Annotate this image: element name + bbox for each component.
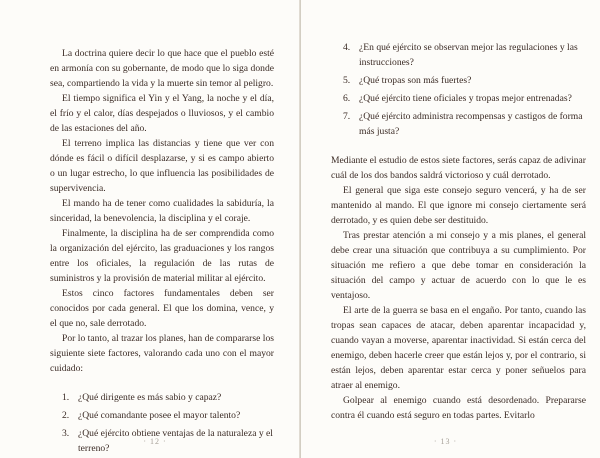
paragraph: Golpear al enemigo cuando está desordenado. Prepararse contra él cuando está seguro en todas partes. Evitarlo: [331, 395, 586, 421]
list-text: ¿Qué ejército tiene oficiales y tropas mejor entrenadas?: [359, 93, 572, 104]
right-page-text: [331, 153, 586, 423]
list-item: [62, 408, 274, 423]
list-text: ¿En qué ejército se observan mejor las regulaciones y las instrucciones?: [359, 42, 578, 68]
list-text: ¿Qué comandante posee el mayor talento?: [78, 410, 241, 421]
list-number: 6.: [343, 93, 351, 104]
page-number: · 13 ·: [433, 437, 458, 446]
paragraph: La doctrina quiere decir lo que hace que el pueblo esté en armonía con su gobernante, de modo que lo siga donde sea, compartiendo la vida y la muerte sin temor al peligro.: [50, 48, 274, 89]
paragraph: El tiempo significa el Yin y el Yang, la noche y el día, el frío y el calor, días despejados o lluviosos, y el cambio de las estaciones del año.: [50, 93, 274, 134]
list-text: ¿Qué ejército obtiene ventajas de la naturaleza y el terreno?: [78, 428, 273, 454]
list-item: [343, 109, 586, 139]
paragraph: El mando ha de tener como cualidades la sabiduría, la sinceridad, la benevolencia, la disciplina y el coraje.: [50, 198, 274, 224]
list-item: [343, 40, 586, 70]
list-text: ¿Qué tropas son más fuertes?: [359, 75, 472, 86]
right-page: [301, 0, 600, 458]
list-number: 4.: [343, 42, 351, 53]
list-item: [62, 390, 274, 405]
paragraph: Estos cinco factores fundamentales deben ser conocidos por cada general. El que los domina, vence, y el que no, sale derrotado.: [50, 288, 274, 329]
paragraph: Mediante el estudio de estos siete factores, serás capaz de adivinar cuál de los dos bandos saldrá victorioso y cuál derrotado.: [331, 155, 586, 181]
list-number: 3.: [62, 428, 70, 439]
paragraph: Por lo tanto, al trazar los planes, han de compararse los siguiente siete factores, valorando cada uno con el mayor cuidado:: [50, 333, 274, 374]
list-text: ¿Qué dirigente es más sabio y capaz?: [78, 392, 222, 403]
paragraph: Finalmente, la disciplina ha de ser comprendida como la organización del ejército, las graduaciones y los rangos entre los oficiales, la regulación de las rutas de suministros y la provisión de material militar al ejército.: [50, 228, 274, 284]
factors-list-continued: [331, 40, 586, 139]
paragraph: El terreno implica las distancias y tiene que ver con dónde es fácil o difícil desplazarse, y si es campo abierto o un lugar estrecho, lo que influencia las posibilidades de supervivencia.: [50, 138, 274, 194]
list-text: ¿Qué ejército administra recompensas y castigos de forma más justa?: [359, 111, 583, 137]
left-page-text: [50, 46, 274, 376]
list-number: 7.: [343, 111, 351, 122]
paragraph: El arte de la guerra se basa en el engaño. Por tanto, cuando las tropas sean capaces de atacar, deben aparentar incapacidad y, cuando vayan a moverse, aparentar inactividad. Si están cerca del enemigo, deben hacerle creer que están lejos y, por el contrario, si están lejos, deben aparentar estar cerca y poner señuelos para atraer al enemigo.: [331, 305, 586, 391]
factors-list: [50, 390, 274, 456]
list-number: 2.: [62, 410, 70, 421]
list-number: 5.: [343, 75, 351, 86]
list-item: [343, 73, 586, 88]
paragraph: Tras prestar atención a mi consejo y a mis planes, el general debe crear una situación que contribuya a su cumplimiento. Por situación me refiero a que debe tomar en consideración la situación del campo y actuar de acuerdo con lo que le es ventajoso.: [331, 230, 586, 301]
list-number: 1.: [62, 392, 70, 403]
list-item: [343, 91, 586, 106]
page-number: · 12 ·: [143, 437, 167, 446]
paragraph: El general que siga este consejo seguro vencerá, y ha de ser mantenido al mando. El que ignore mi consejo ciertamente será derrotado, y es quien debe ser destituido.: [331, 185, 586, 226]
